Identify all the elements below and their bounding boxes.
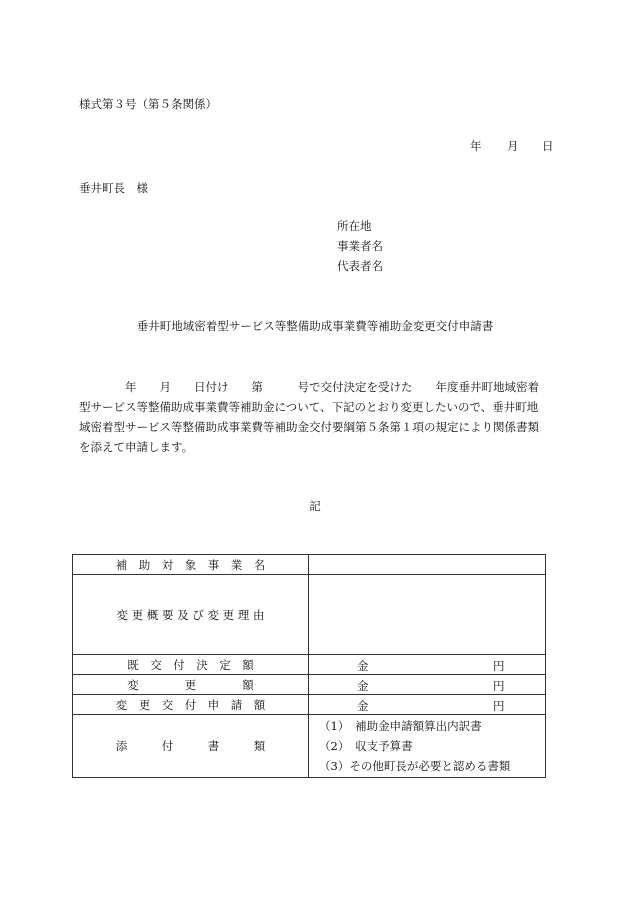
body-text-line-1: 年 月 日付け 第 号で交付決定を受けた 年度垂井町地域密着 bbox=[79, 380, 539, 394]
table-row-change-application-amount bbox=[73, 695, 546, 715]
yen-suffix: 円 bbox=[493, 659, 505, 673]
project-name-value[interactable] bbox=[309, 555, 546, 575]
attachment-item: （2） 収支予算書 bbox=[319, 739, 413, 753]
document-title: 垂井町地域密着型サービス等整備助成事業費等補助金変更交付申請書 bbox=[136, 319, 494, 333]
change-amount-value[interactable] bbox=[309, 675, 546, 695]
body-text-line-2: 型サービス等整備助成事業費等補助金について、下記のとおり変更したいので、垂井町地 bbox=[79, 400, 539, 414]
yen-prefix: 金 bbox=[357, 659, 369, 673]
change-amount-label: 変 更 額 bbox=[73, 675, 309, 695]
body-text-line-4: を添えて申請します。 bbox=[79, 440, 194, 454]
applicant-address-label: 所在地 bbox=[337, 219, 372, 233]
yen-suffix: 円 bbox=[493, 679, 505, 693]
date-year-label: 年 bbox=[470, 139, 482, 153]
ki-heading: 記 bbox=[309, 499, 321, 513]
application-table bbox=[72, 554, 546, 778]
applicant-representative-label: 代表者名 bbox=[337, 259, 383, 273]
yen-prefix: 金 bbox=[357, 699, 369, 713]
change-application-amount-value[interactable] bbox=[309, 695, 546, 715]
date-day-label: 日 bbox=[542, 139, 554, 153]
change-summary-label: 変 更 概 要 及 び 変 更 理 由 bbox=[73, 575, 309, 655]
table-row-change-summary bbox=[73, 575, 546, 655]
change-application-amount-label: 変 更 交 付 申 請 額 bbox=[73, 695, 309, 715]
yen-prefix: 金 bbox=[357, 679, 369, 693]
attachments-label: 添 付 書 類 bbox=[73, 715, 309, 778]
decided-amount-value[interactable] bbox=[309, 655, 546, 675]
yen-suffix: 円 bbox=[493, 699, 505, 713]
applicant-business-label: 事業者名 bbox=[337, 239, 383, 253]
body-text-line-3: 域密着型サービス等整備助成事業費等補助金交付要綱第５条第１項の規定により関係書類 bbox=[79, 420, 539, 434]
attachment-item: （3）その他町長が必要と認める書類 bbox=[319, 759, 511, 773]
decided-amount-label: 既 交 付 決 定 額 bbox=[73, 655, 309, 675]
table-row-project-name bbox=[73, 555, 546, 575]
change-summary-value[interactable] bbox=[309, 575, 546, 655]
addressee: 垂井町長 様 bbox=[79, 181, 148, 195]
table-row-decided-amount bbox=[73, 655, 546, 675]
attachment-item: （1） 補助金申請額算出内訳書 bbox=[319, 719, 482, 733]
project-name-label: 補 助 対 象 事 業 名 bbox=[73, 555, 309, 575]
table-row-change-amount bbox=[73, 675, 546, 695]
attachments-list bbox=[309, 715, 546, 778]
table-row-attachments bbox=[73, 715, 546, 778]
date-month-label: 月 bbox=[507, 139, 519, 153]
form-number: 様式第３号（第５条関係） bbox=[79, 97, 217, 111]
